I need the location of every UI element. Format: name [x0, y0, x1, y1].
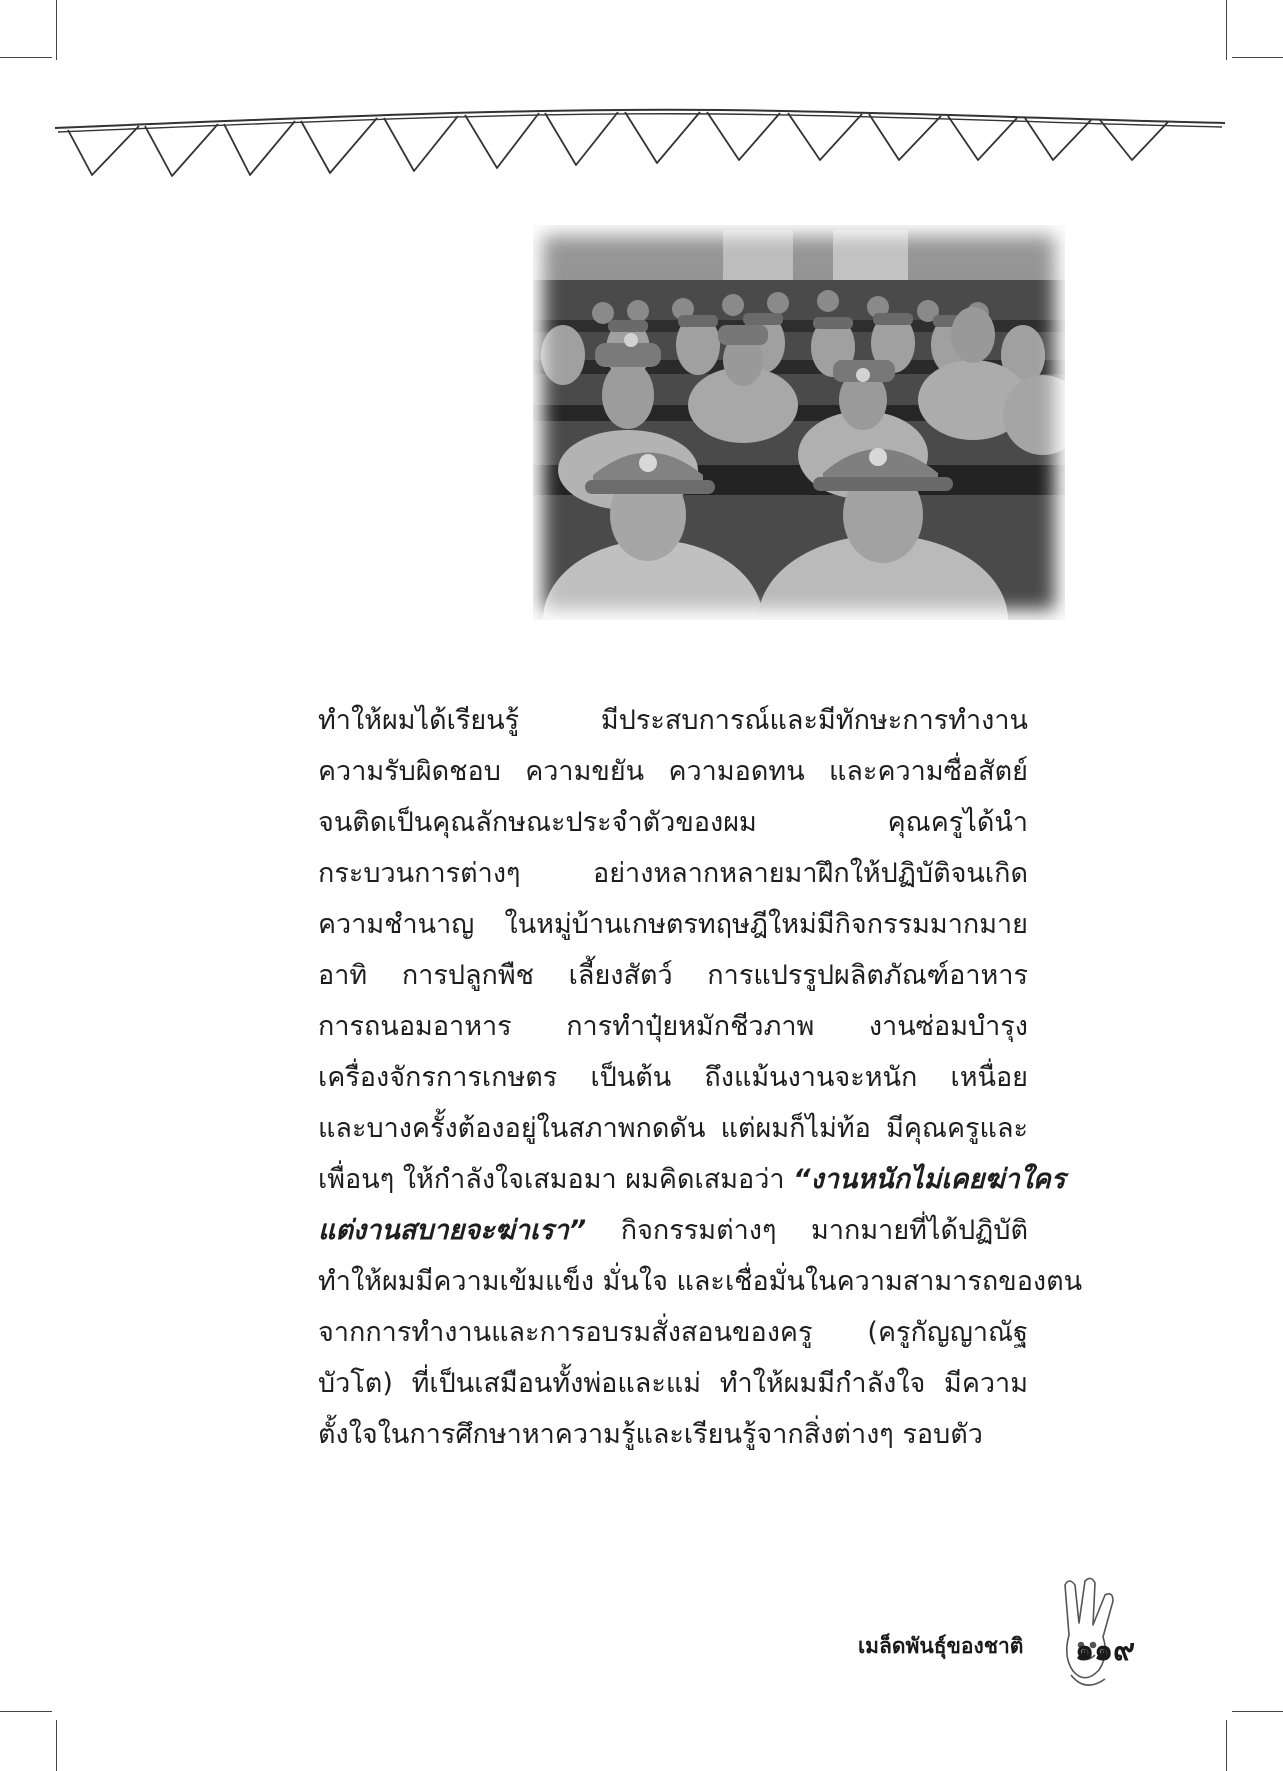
text-segment: กิจกรรมต่างๆ มากมายที่ได้ปฏิบัติ — [586, 1215, 1028, 1246]
text-line: บัวโต) ที่เป็นเสมือนทั้งพ่อและแม่ ทำให้ผมมีกำลังใจ มีความ — [318, 1368, 1028, 1399]
students-in-auditorium-photo — [533, 225, 1065, 620]
text-line: ความรับผิดชอบ ความขยัน ความอดทน และความซื่อสัตย์ — [318, 756, 1028, 787]
body-paragraph — [318, 695, 1083, 1460]
page-number: ๑๑๙ — [1075, 1633, 1136, 1668]
text-line: อาทิ การปลูกพืช เลี้ยงสัตว์ การแปรรูปผลิตภัณฑ์อาหาร — [318, 960, 1028, 991]
text-line: และบางครั้งต้องอยู่ในสภาพกดดัน แต่ผมก็ไม่ท้อ มีคุณครูและ — [318, 1113, 1028, 1144]
crop-mark-bottom-right-v — [1226, 1720, 1227, 1771]
text-segment: เพื่อนๆ ให้กำลังใจเสมอมา ผมคิดเสมอว่า — [318, 1164, 794, 1195]
text-line: จนติดเป็นคุณลักษณะประจำตัวของผม คุณครูได้นำ — [318, 807, 1028, 838]
crop-mark-bottom-left-v — [56, 1720, 57, 1771]
text-line — [318, 1154, 1066, 1205]
text-line: กระบวนการต่างๆ อย่างหลากหลายมาฝึกให้ปฏิบัติจนเกิด — [318, 858, 1028, 889]
crop-mark-bottom-left-h — [0, 1711, 52, 1712]
text-line: ทำให้ผมได้เรียนรู้ มีประสบการณ์และมีทักษะการทำงาน — [318, 705, 1028, 736]
text-line — [318, 1205, 1028, 1256]
text-line: ทำให้ผมมีความเข้มแข็ง มั่นใจ และเชื่อมั่นในความสามารถของตน — [318, 1266, 1083, 1297]
text-line: ตั้งใจในการศึกษาหาความรู้และเรียนรู้จากสิ่งต่างๆ รอบตัว — [318, 1419, 983, 1450]
crop-mark-bottom-right-h — [1232, 1711, 1283, 1712]
text-line: จากการทำงานและการอบรมสั่งสอนของครู (ครูกัญญาณัฐ — [318, 1317, 1028, 1348]
bunting-flags-icon — [0, 0, 1283, 200]
quote-text: “งานหนักไม่เคยฆ่าใคร — [793, 1164, 1066, 1195]
quote-text: แต่งานสบายจะฆ่าเรา” — [318, 1215, 587, 1246]
text-line: เครื่องจักรการเกษตร เป็นต้น ถึงแม้นงานจะหนัก เหนื่อย — [318, 1062, 1028, 1093]
text-line: ความชำนาญ ในหมู่บ้านเกษตรทฤษฎีใหม่มีกิจกรรมมากมาย — [318, 909, 1028, 940]
text-line: การถนอมอาหาร การทำปุ๋ยหมักชีวภาพ งานซ่อมบำรุง — [318, 1011, 1028, 1042]
footer-book-title: เมล็ดพันธุ์ของชาติ — [858, 1634, 1024, 1658]
